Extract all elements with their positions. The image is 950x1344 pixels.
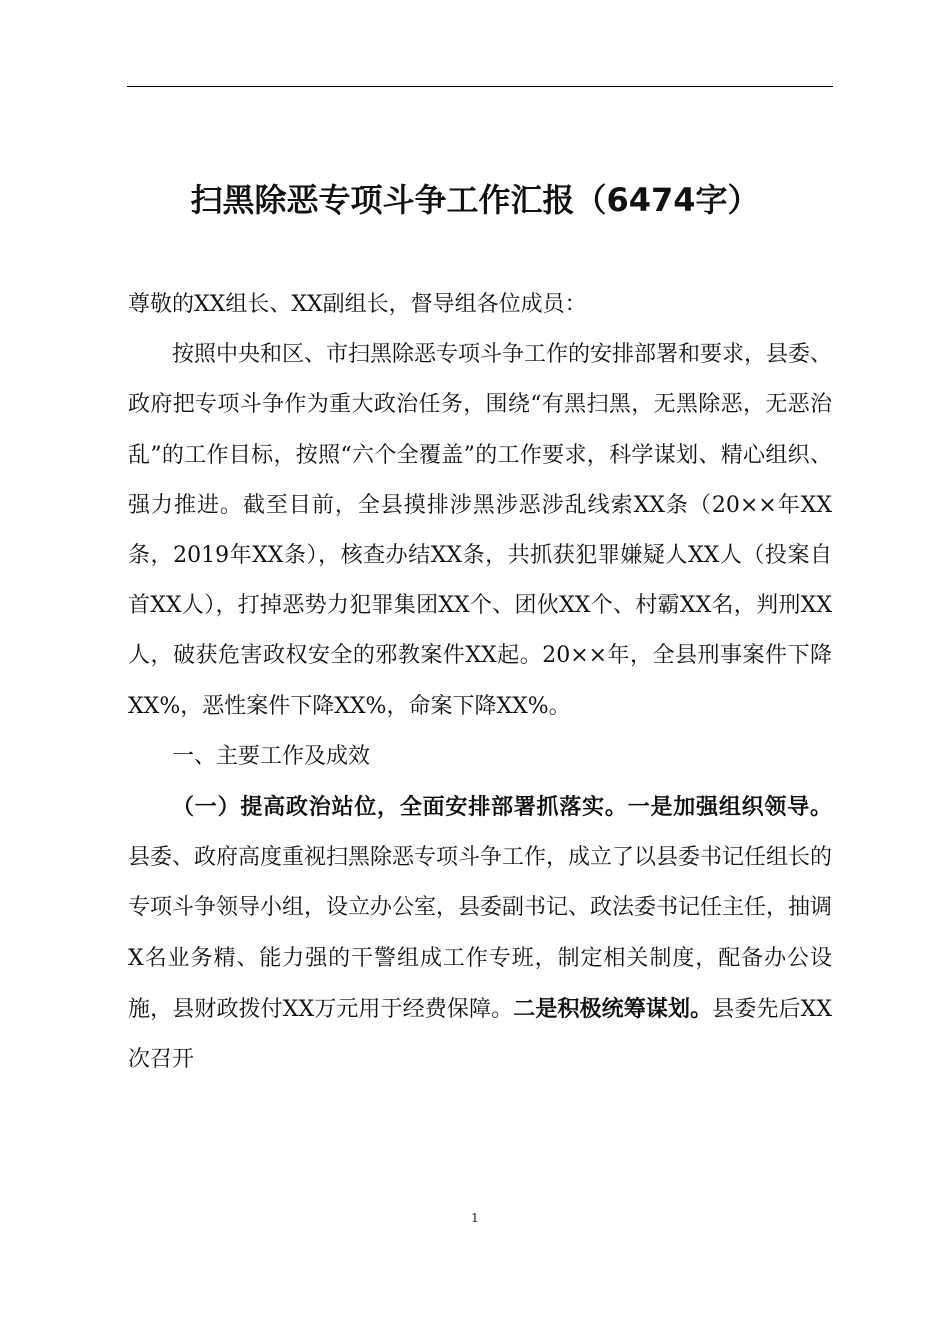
point-label: 二是积极统筹谋划。 — [513, 995, 713, 1022]
document-title: 扫黑除恶专项斗争工作汇报（6474字） — [190, 181, 760, 219]
point-text: 县委、政府高度重视扫黑除恶专项斗争工作，成立了以县委书记任组长的专项斗争领导小组，设立办公室，县委副书记、政法委书记任主任，抽调X名业务精、能力强的干警组成工作专班，制定相关制度，配备办公设施，县财政拨付XX万元用于经费保障。 — [128, 845, 833, 1022]
header-rule — [127, 86, 833, 87]
body-paragraph — [128, 782, 832, 1085]
document-body — [128, 280, 832, 1085]
subsection-heading: （一）提高政治站位，全面安排部署抓落实。 — [172, 794, 628, 821]
point-text: 县委先后XX次召开 — [128, 996, 832, 1073]
section-heading: 一、主要工作及成效 — [172, 743, 371, 769]
page-number: 1 — [471, 1211, 479, 1225]
point-label: 一是加强组织领导。 — [627, 794, 832, 821]
intro-paragraph: 按照中央和区、市扫黑除恶专项斗争工作的安排部署和要求，县委、政府把专项斗争作为重大政治任务，围绕“有黑扫黑，无黑除恶，无恶治乱”的工作目标，按照“六个全覆盖”的工作要求，科学谋划、精心组织、强力推进。截至目前，全县摸排涉黑涉恶涉乱线索XX条（20××年XX条，2019年XX条），核查办结XX条，共抓获犯罪嫌疑人XX人（投案自首XX人），打掉恶势力犯罪集团XX个、团伙XX个、村霸XX名，判刑XX人，破获危害政权安全的邪教案件XX起。20××年，全县刑事案件下降XX%，恶性案件下降XX%，命案下降XX%。 — [128, 342, 833, 719]
salutation: 尊敬的XX组长、XX副组长，督导组各位成员： — [128, 292, 587, 317]
